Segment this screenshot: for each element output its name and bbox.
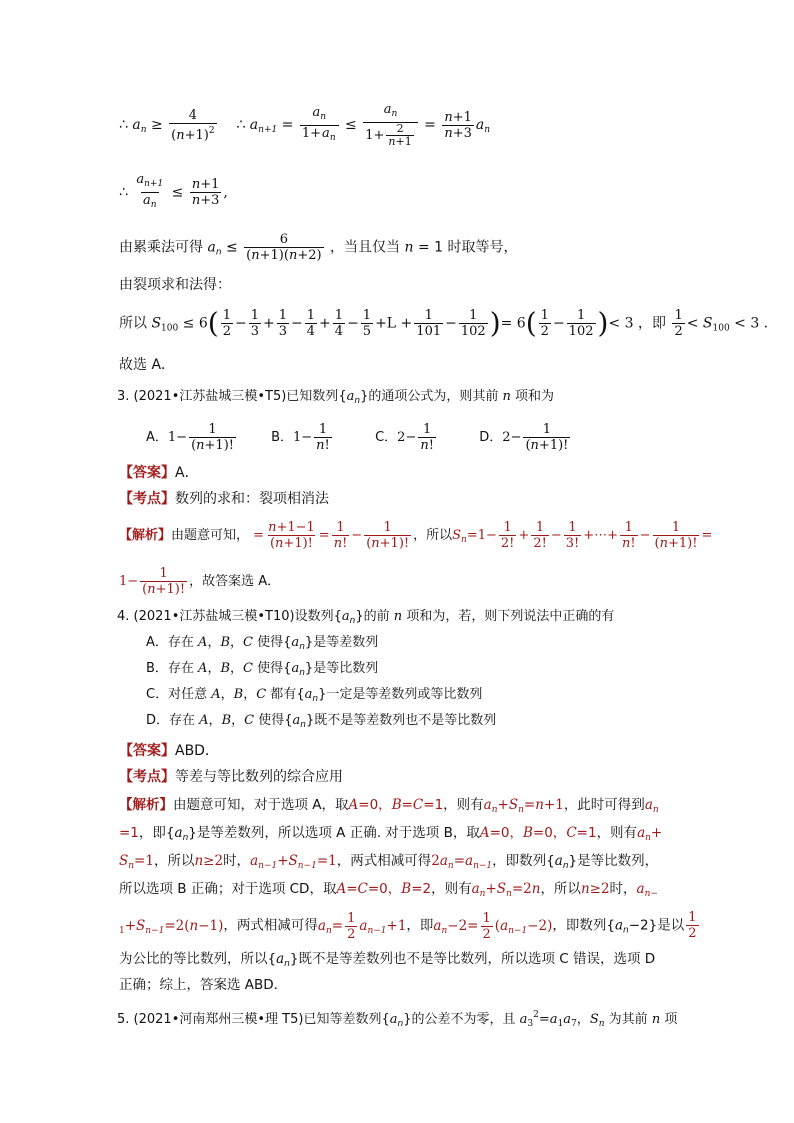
telescoping-heading: 由裂项求和法得： <box>119 277 231 293</box>
question-5-stem: 5. (2021•河南郑州三模•理 T5)已知等差数列$\{a_n\}$的公差不为零，且 $a_3^2=a_1a_7$，$S_n$ 为其前 n 项 <box>117 1010 678 1029</box>
question-3-keypoint: 【考点】数列的求和：裂项相消法 <box>119 491 329 507</box>
question-4-analysis-line-6: 为公比的等比数列，所以$\{a_n\}$既不是等差数列也不是等比数列，所以选项 C 错误，选项 D <box>119 951 656 969</box>
question-4-answer: 【答案】ABD． <box>119 743 219 759</box>
question-3-analysis-line-2: 1− $\frac{1}{(n+1)!}$ ，故答案选 A． <box>119 566 281 597</box>
question-4-analysis-line-7: 正确；综上，答案选 ABD． <box>119 977 288 993</box>
sum-bound-line: 所以 $S_{100} \le 6$( $\frac{1}{2}$ − $\frac{1}{3}$ + $\frac{1}{3}$ − $\frac{1}{4}$ + $\frac{1}{4}$ − $\frac{1}{5}$ +L + $\frac{1}{101}$ − $\frac{1}{102}$ )= 6( $\frac{1}{2}$ − $\frac{1}{102}$ )< 3 ，即 $\frac{1}{2}$ < $S_{100} < 3$ . <box>119 306 769 340</box>
question-3-answer: 【答案】A． <box>119 465 199 481</box>
choose-a-line: 故选 A． <box>119 357 176 373</box>
question-4-stem: 4. (2021•江苏盐城三模•T10)设数列$\{a_n\}$的前 n 项和为，若，则下列说法中正确的有 <box>117 609 615 626</box>
question-3-stem: 3. (2021•江苏盐城三模•T5)已知数列$\{a_n\}$的通项公式为，则其前 n 项和为 <box>117 389 555 406</box>
question-4-option-d: D．存在 A，B，C 使得$\{a_n\}$既不是等差数列也不是等比数列 <box>146 713 497 730</box>
question-4-analysis-line-4: 所以选项 B 正确；对于选项 CD，取A=C=0，B=2，则有$a_n+S_n=2n$，所以n≥2时，$a_{n-}$ <box>119 881 658 899</box>
therefore-symbol: ∴ <box>236 117 246 133</box>
question-4-analysis-line-1: 【解析】由题意可知，对于选项 A，取A=0，B=C=1，则有$a_n+S_n=n+1$，此时可得到$a_n$ <box>119 797 659 815</box>
question-4-analysis-line-3: $S_n=1$，所以n≥2时，$a_{n-1}+S_{n-1}=1$，两式相减可得$2a_n=a_{n-1}$，即数列$\{a_n\}$是等比数列， <box>119 853 659 871</box>
question-4-option-b: B．存在 A，B，C 使得$\{a_n\}$是等比数列 <box>146 661 379 678</box>
question-4-option-c: C．对任意 A，B，C 都有$\{a_n\}$一定是等差数列或等比数列 <box>146 687 483 704</box>
cumulative-product-line: 由累乘法可得 $a_n$ ≤ $\frac{6}{(n+1)(n+2)}$ ，当且仅当 n = 1 时取等号， <box>119 232 518 263</box>
question-3-options: A．1− $\frac{1}{(n+1)!}$ B．1− $\frac{1}{n!}$ C．2− $\frac{1}{n!}$ D．2− $\frac{1}{(n+1)!}$ <box>146 422 569 453</box>
question-4-analysis-line-5: $_1+S_{n-1}=2(n-1)$，两式相减可得$a_n=$ $\frac{1}{2}$ $a_{n-1}+1$，即$a_n-2=$ $\frac{1}{2}$ $(a_{n-1}-2)$，即数列$\{a_n-2\}$是以 $\frac{1}{2}$ <box>119 910 697 942</box>
formula-line-2: ∴ $\frac{a_{n+1}}{a_n}$ ≤ $\frac{n+1}{n+3}$ , <box>119 172 228 213</box>
formula-line-1: ∴ $a_n$ ≥ $\frac{4}{(n+1)^2}$ ∴ $a_{n+1}$ = $\frac{a_n}{1+a_n}$ ≤ $a_n$ 1+ $\frac{2}{n+1}$ = $\frac{n+1}{n+3}$ $a_n$ <box>119 102 491 148</box>
question-3-analysis-line-1: 【解析】由题意可知， = $\frac{n+1-1}{(n+1)!}$ = $\frac{1}{n!}$ − $\frac{1}{(n+1)!}$ ，所以$S_n=1-$ $\frac{1}{2!}$ + $\frac{1}{2!}$ − $\frac{1}{3!}$ +⋯+ $\frac{1}{n!}$ − $\frac{1}{(n+1)!}$ = <box>119 520 713 551</box>
therefore-symbol: ∴ <box>119 117 128 133</box>
therefore-symbol: ∴ <box>119 184 128 201</box>
question-4-keypoint: 【考点】等差与等比数列的综合应用 <box>119 769 343 785</box>
question-4-option-a: A．存在 A，B，C 使得$\{a_n\}$是等差数列 <box>146 635 379 652</box>
question-4-analysis-line-2: =1，即$\{a_n\}$是等差数列，所以选项 A 正确. 对于选项 B，取A=0，B=0，C=1，则有$a_n+$ <box>119 825 663 843</box>
